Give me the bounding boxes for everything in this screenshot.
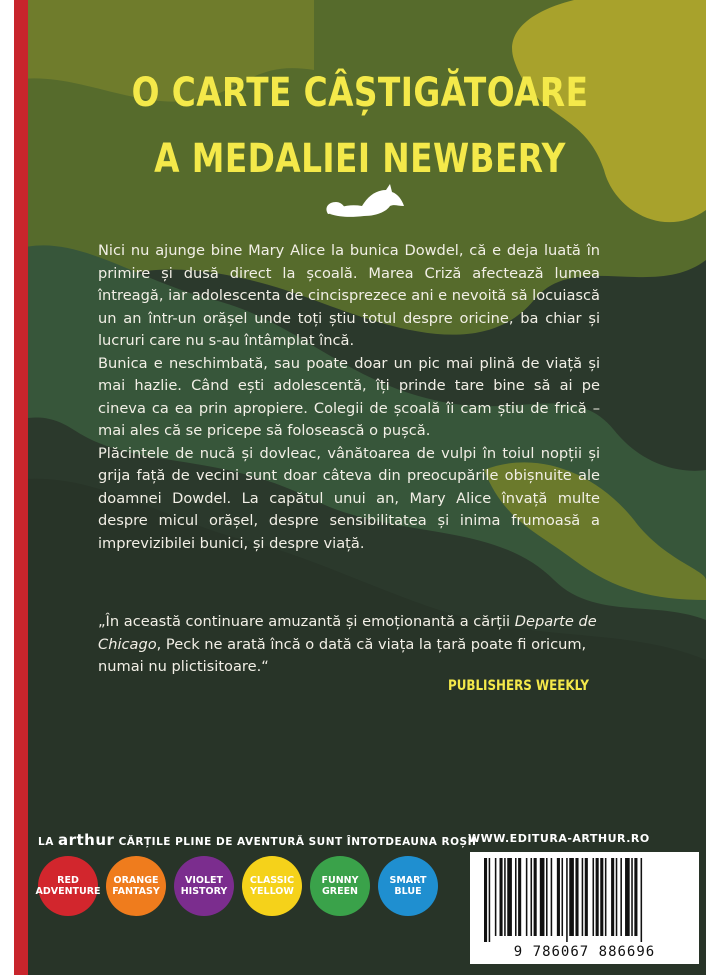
barcode-bar [569, 858, 574, 936]
barcode-bar [495, 858, 497, 936]
barcode-bar [611, 858, 614, 936]
badge-line: SMART [389, 875, 427, 886]
barcode-bar [634, 858, 637, 936]
barcode-bar [526, 858, 528, 936]
barcode-bar [616, 858, 618, 936]
badge-line: FUNNY [321, 875, 359, 886]
badge-line: ORANGE [113, 875, 159, 886]
publisher-website: WWW.EDITURA-ARTHUR.RO [468, 832, 650, 845]
badge-line: BLUE [394, 886, 422, 897]
badge-violet-history [174, 856, 234, 916]
barcode-bar [585, 858, 588, 936]
publisher-tagline [38, 831, 476, 849]
barcode-bar [531, 858, 533, 936]
barcode-bar [600, 858, 603, 936]
quote-text-start: „În această continuare amuzantă și emoționantă a cărții [98, 613, 515, 630]
quote-source: PUBLISHERS WEEKLY [448, 678, 589, 694]
barcode-bar [489, 858, 491, 942]
red-spine-strip [14, 0, 28, 975]
barcode-bar [500, 858, 503, 936]
badge-line: RED [57, 875, 79, 886]
tagline-prefix: LA [38, 836, 58, 848]
barcode-bar [546, 858, 548, 936]
isbn-number: 9 786067 886696 [513, 944, 656, 960]
badge-classic-yellow [242, 856, 302, 916]
barcode-bar [596, 858, 599, 936]
barcode-bar [631, 858, 633, 936]
barcode-bar [625, 858, 630, 936]
barcode-bar [641, 858, 643, 942]
barcode-bar [507, 858, 512, 936]
badge-line: GREEN [321, 886, 359, 897]
newbery-headline [76, 60, 643, 192]
barcode-bar [593, 858, 595, 936]
badge-funny-green [310, 856, 370, 916]
quote-book-title: Departe de Chicago [98, 613, 597, 653]
badge-line: HISTORY [180, 886, 228, 897]
barcode-bar [605, 858, 607, 936]
badge-line: CLASSIC [249, 875, 295, 886]
barcode-bar [504, 858, 506, 936]
synopsis-paragraph-3: Plăcintele de nucă și dovleac, vânătoarea de vulpi în toiul nopții și grija față de vecini sunt doar câteva din preocupările obișnuite ale doamnei Dowdel. La capătul unui an, Mary Alice învață multe despre micul orășel, despre sensibilitatea și inima frumoasă a imprevizibilei bunici, și despre viață. [98, 444, 600, 552]
badge-line: FANTASY [112, 886, 160, 897]
barcode-bars [484, 858, 685, 942]
synopsis-paragraph-1: Nici nu ajunge bine Mary Alice la bunica Dowdel, că e deja luată în primire și dusă direct la școală. Marea Criză afectează lumea întreagă, iar adolescenta de cincisprezece ani e nevoită să locuiască un an într-un orășel unde toți știu totul despre oricine, ba chiar și lucruri care nu s-au întâmplat încă. [98, 242, 600, 349]
fox-icon [324, 184, 410, 220]
barcode-bar [540, 858, 545, 936]
barcode-bar [518, 858, 521, 936]
barcode-bar [551, 858, 553, 936]
synopsis-paragraph-2: Bunica e neschimbată, sau poate doar un pic mai plină de viață și mai hazlie. Când ești adolescentă, îți prinde tare bine să ai pe cineva ca ea prin apropiere. Colegii de școală îi cam știu de frică – mai ales că se pricepe să folosească o pușcă. [98, 354, 600, 439]
barcode-bar [575, 858, 578, 936]
barcode-bar [557, 858, 560, 936]
collection-badges [35, 856, 438, 916]
barcode-bar [534, 858, 537, 936]
badge-smart-blue [378, 856, 438, 916]
barcode-bar [620, 858, 622, 936]
quote-text-end: , Peck ne arată încă o dată că viața la țară poate fi oricum, numai nu plictisitoare.“ [98, 635, 587, 675]
barcode-bar [484, 858, 487, 942]
book-back-cover [14, 0, 706, 975]
headline-line-2: A MEDALIEI NEWBERY [154, 136, 566, 182]
barcode-bar [515, 858, 517, 936]
badge-orange-fantasy [106, 856, 166, 916]
publisher-logo: arthur [57, 831, 115, 849]
synopsis [98, 240, 600, 555]
isbn-barcode [470, 852, 699, 964]
barcode-bar [582, 858, 584, 936]
review-quote [98, 611, 613, 679]
tagline-text: CĂRȚILE PLINE DE AVENTURĂ SUNT ÎNTOTDEAUNA ROȘII [114, 836, 477, 848]
barcode-bar [566, 858, 568, 942]
badge-line: ADVENTURE [35, 886, 101, 897]
headline-line-1: O CARTE CÂȘTIGĂTOARE [131, 70, 589, 116]
badge-line: YELLOW [250, 886, 294, 897]
barcode-bar [562, 858, 564, 936]
badge-red-adventure [35, 856, 101, 916]
badge-line: VIOLET [185, 875, 223, 886]
